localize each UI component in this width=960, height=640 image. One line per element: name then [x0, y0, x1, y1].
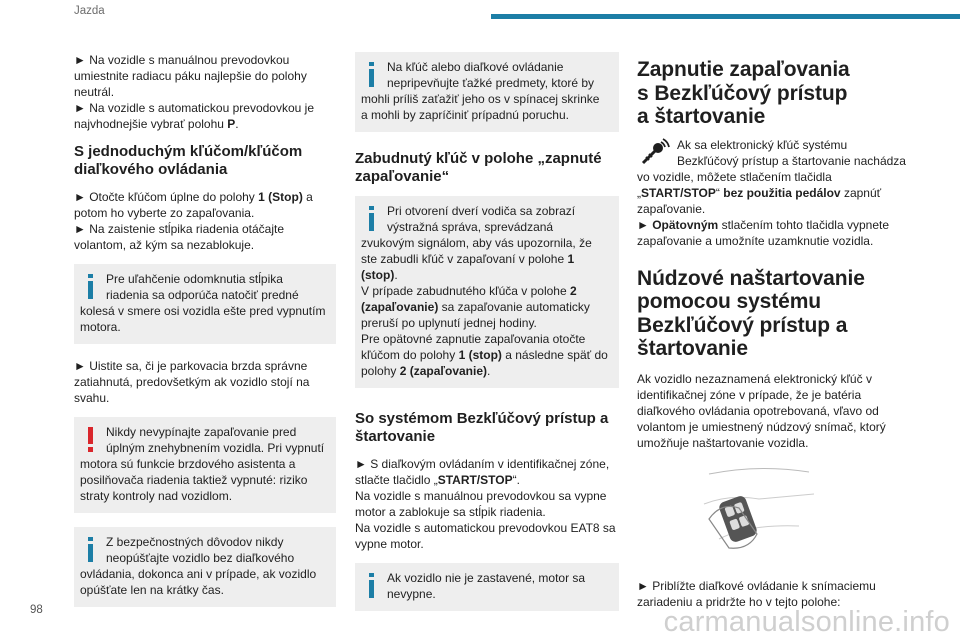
restart-ignition-text: Pre opätovné zapnutie zapaľovania otočte kľúčom do polohy 1 (stop) a následne späť do polohy 2 (zapaľovanie). — [361, 332, 608, 378]
keyless-stop-steps — [355, 456, 619, 552]
warning-text: Nikdy nevypínajte zapaľovanie pred úplným znehybnením vozidla. Pri vypnutí motora sú funkcie brzdového asistenta a posilňovača riadenia taktiež vypnuté: riziko straty kontroly nad vozidlom. — [80, 425, 325, 503]
info-icon — [80, 534, 102, 564]
info-box-heavy-objects — [355, 52, 619, 132]
info-box-safety — [74, 527, 336, 607]
warning-box-ignition — [74, 417, 336, 513]
keyless-key-icon — [637, 137, 675, 167]
automatic-stop-text: Na vozidle s automatickou prevodovkou EAT8 sa vypne motor. — [355, 521, 616, 551]
forgotten-key-warning-text: Pri otvorení dverí vodiča sa zobrazí výstražná správa, sprevádzaná zvukovým signálom, aby vás upozornila, že ste zabudli kľúč v zapaľovaní v polohe 1 (stop). — [361, 204, 592, 282]
ignition-keyless-text: Ak sa elektronický kľúč systému Bezkľúčový prístup a štartovanie nachádza vo vozidle, môžete stlačením tlačidla „START/STOP“ bez použitia pedálov zapnúť zapaľovanie. — [637, 137, 906, 216]
warning-icon — [80, 424, 102, 454]
manual-gearbox-text: ► Na vozidle s manuálnou prevodovkou umiestnite radiacu páku najlepšie do polohy neutrál. — [74, 53, 307, 99]
info-icon — [361, 59, 383, 89]
header-accent-bar — [491, 14, 960, 19]
info-box-not-stopped — [355, 563, 619, 611]
turn-key-text: ► Otočte kľúčom úplne do polohy 1 (Stop) a potom ho vyberte zo zapaľovania. — [74, 190, 313, 220]
gearbox-instructions — [74, 52, 336, 132]
manual-stop-text: Na vozidle s manuálnou prevodovkou sa vypne motor a zablokuje sa stĺpik riadenia. — [355, 489, 607, 519]
info-icon — [361, 570, 383, 600]
heading-keyless-system: So systémom Bezkľúčový prístup a štartovanie — [355, 410, 609, 445]
info-text: Z bezpečnostných dôvodov nikdy neopúšťajte vozidlo bez diaľkového ovládania, dokonca ani v prípade, ak vozidlo opúšťate len na krátky čas. — [80, 535, 317, 597]
info-box-forgotten-key — [355, 196, 619, 388]
parking-brake-text: ► Uistite sa, či je parkovacia brzda správne zatiahnutá, predovšetkým ak vozidlo stojí na svahu. — [74, 359, 310, 405]
info-text: Ak vozidlo nie je zastavené, motor sa nevypne. — [387, 571, 586, 601]
info-icon — [361, 203, 383, 233]
column-2 — [355, 52, 619, 625]
info-text: Pre uľahčenie odomknutia stĺpika riadenia sa odporúča natočiť predné kolesá v smere osi vozidla ešte pred vypnutím motora. — [80, 272, 326, 334]
press-start-stop-text: ► S diaľkovým ovládaním v identifikačnej zóne, stlačte tlačidlo „START/STOP“. — [355, 457, 610, 487]
column-1 — [74, 52, 336, 621]
heading-forgotten-key: Zabudnutý kľúč v polohe „zapnuté zapaľovanie“ — [355, 150, 602, 185]
page-number: 98 — [30, 604, 43, 616]
hold-remote-text: ► Priblížte diaľkové ovládanie k snímaciemu zariadeniu a pridržte ho v tejto polohe: — [637, 578, 876, 609]
press-again-text: ► Opätovným stlačením tohto tlačidla vypnete zapaľovanie a umožníte uzamknutie vozidla. — [637, 217, 889, 248]
info-icon — [80, 271, 102, 301]
emergency-sensor-illustration — [699, 464, 819, 554]
auto-cutoff-text: V prípade zabudnutého kľúča v polohe 2 (zapaľovanie) sa zapaľovanie automaticky preruší po uplynutí jednej hodiny. — [361, 284, 590, 330]
heading-simple-key: S jednoduchým kľúčom/kľúčom diaľkového ovládania — [74, 143, 303, 178]
header-title: Jazda — [74, 5, 105, 17]
info-text: Na kľúč alebo diaľkové ovládanie nepripevňujte ťažké predmety, ktoré by mohli príliš zaťažiť jeho os v spínacej skrinke a mohli by zapríčiniť prípadnú poruchu. — [361, 60, 600, 122]
column-3 — [637, 58, 909, 621]
emergency-start-text: Ak vozidlo nezaznamená elektronický kľúč v identifikačnej zóne v prípade, že je batéria diaľkového ovládania opotrebovaná, vľavo od volantom je umiestnený núdzový snímač, ktorý umožňuje naštartovanie vozidla. — [637, 371, 886, 450]
simple-key-steps — [74, 189, 336, 253]
automatic-gearbox-text: ► Na vozidle s automatickou prevodovkou je najvhodnejšie vybrať polohu P. — [74, 101, 314, 131]
heading-emergency-start: Núdzové naštartovanie pomocou systému Bezkľúčový prístup a štartovanie — [637, 266, 865, 360]
watermark: carmanualsonline.info — [663, 606, 950, 638]
heading-ignition-keyless: Zapnutie zapaľovania s Bezkľúčový prístup a štartovanie — [637, 58, 850, 128]
info-box-steering — [74, 264, 336, 344]
lock-steering-text: ► Na zaistenie stĺpika riadenia otáčajte volantom, až kým sa nezablokuje. — [74, 222, 284, 252]
